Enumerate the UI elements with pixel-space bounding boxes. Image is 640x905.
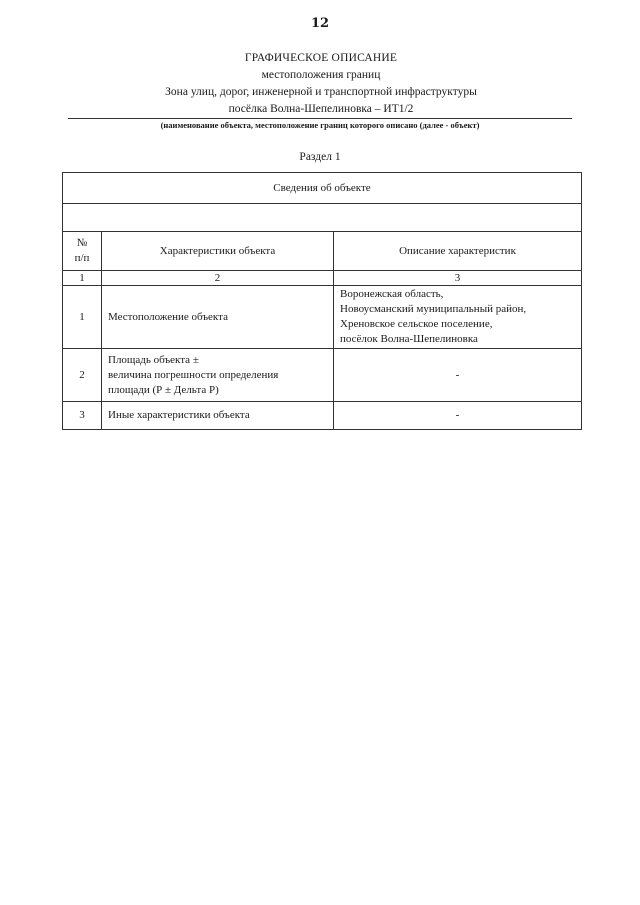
row-num: 1 <box>63 286 102 349</box>
row-num: 3 <box>63 402 102 430</box>
column-number-3: 3 <box>334 271 582 286</box>
object-info-table <box>62 172 582 430</box>
area-line: величина погрешности определения <box>108 368 279 381</box>
location-line: Новоусманский муниципальный район, <box>340 303 527 315</box>
area-line: Площадь объекта ± <box>108 353 199 366</box>
location-line: Воронежская область, <box>340 288 444 300</box>
table-row <box>63 349 582 402</box>
location-line: Хреновское сельское поселение, <box>340 318 493 330</box>
section-title: Раздел 1 <box>299 151 341 163</box>
row-characteristic: Иные характеристики объекта <box>102 402 334 430</box>
column-number-2: 2 <box>102 271 334 286</box>
object-name-line1: Зона улиц, дорог, инженерной и транспортной инфраструктуры <box>165 86 477 98</box>
row-num: 2 <box>63 349 102 402</box>
row-characteristic <box>102 349 334 402</box>
document-subtitle: местоположения границ <box>261 69 381 81</box>
header-num-line2: п/п <box>74 252 90 264</box>
row-description: - <box>334 402 582 430</box>
row-characteristic: Местоположение объекта <box>102 286 334 349</box>
column-number-1: 1 <box>63 271 102 286</box>
document-header <box>62 50 580 118</box>
header-description: Описание характеристик <box>334 232 582 271</box>
object-name-caption: (наименование объекта, местоположение границ которого описано (далее - объект) <box>160 120 480 130</box>
object-name-underline <box>68 118 572 119</box>
table-row <box>63 286 582 349</box>
location-line: посёлок Волна-Шепелиновка <box>340 333 478 345</box>
table-title: Сведения об объекте <box>63 173 582 204</box>
table-row <box>63 402 582 430</box>
row-description <box>334 286 582 349</box>
header-num-line1: № <box>76 237 88 249</box>
area-line: площади (Р ± Дельта Р) <box>108 383 219 396</box>
document-title: ГРАФИЧЕСКОЕ ОПИСАНИЕ <box>244 52 398 64</box>
row-description: - <box>334 349 582 402</box>
header-num <box>63 232 102 271</box>
table-empty-row <box>63 204 582 232</box>
object-name-line2: посёлка Волна-Шепелиновка – ИТ1/2 <box>228 103 414 115</box>
header-characteristics: Характеристики объекта <box>102 232 334 271</box>
page-number: 12 <box>310 16 330 31</box>
